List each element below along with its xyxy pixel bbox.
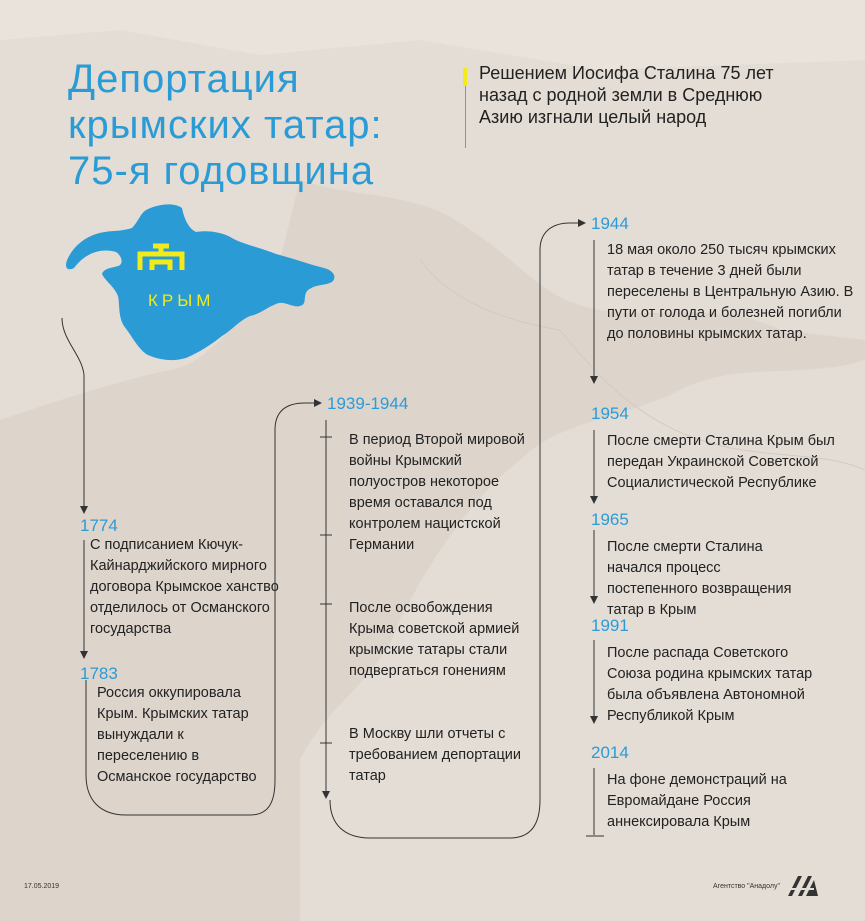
map-label: КРЫМ (148, 291, 215, 310)
event-2014-text: На фоне демонстраций на Евромайдане Россия аннексировала Крым (607, 772, 787, 830)
title-line-1: Депортация (68, 57, 300, 101)
year-1965: 1965 (591, 510, 629, 529)
title-line-2: крымских татар: (68, 103, 383, 147)
event-1939-item-3: В Москву шли отчеты с требованием депортации татар (349, 726, 521, 784)
title-line-3: 75-я годовщина (68, 149, 375, 193)
year-1991: 1991 (591, 616, 629, 635)
year-1944: 1944 (591, 214, 629, 233)
year-1939-1944: 1939-1944 (327, 394, 409, 413)
footer-date: 17.05.2019 (24, 883, 60, 890)
event-1939-item-1: В период Второй мировой войны Крымский полуостров некоторое время оставался под контролем нацистской Германии (349, 432, 525, 553)
event-1939-item-2: После освобождения Крыма советской армией крымские татары стали подвергаться гонениям (349, 600, 520, 679)
event-1783-text: Россия оккупировала Крым. Крымских татар вынуждали к переселению в Османское государство (97, 685, 257, 785)
year-1783: 1783 (80, 664, 118, 683)
event-1991-text: После распада Советского Союза родина крымских татар была объявлена Автономной Республикой Крым (607, 645, 813, 724)
footer-agency: Агентство "Анадолу" (713, 883, 780, 890)
year-1954: 1954 (591, 404, 629, 423)
year-2014: 2014 (591, 743, 629, 762)
anadolu-agency-logo-icon (786, 872, 820, 898)
year-1774: 1774 (80, 516, 118, 535)
event-1944-text: 18 мая около 250 тысяч крымских татар в течение 3 дней были переселены в Центральную Азию. В пути от голода и болезней погибли до половины крымских татар. (607, 242, 854, 342)
event-1965-text: После смерти Сталина начался процесс постепенного возвращения татар в Крым (607, 539, 792, 618)
subtitle: Решением Иосифа Сталина 75 лет назад с родной земли в Среднюю Азию изгнали целый народ (479, 63, 774, 127)
event-1954-text: После смерти Сталина Крым был передан Украинской Советской Социалистической Республике (607, 433, 835, 491)
event-1774-text: С подписанием Кючук-Кайнарджийского мирного договора Крымское ханство отделилось от Османского государства (90, 537, 279, 637)
